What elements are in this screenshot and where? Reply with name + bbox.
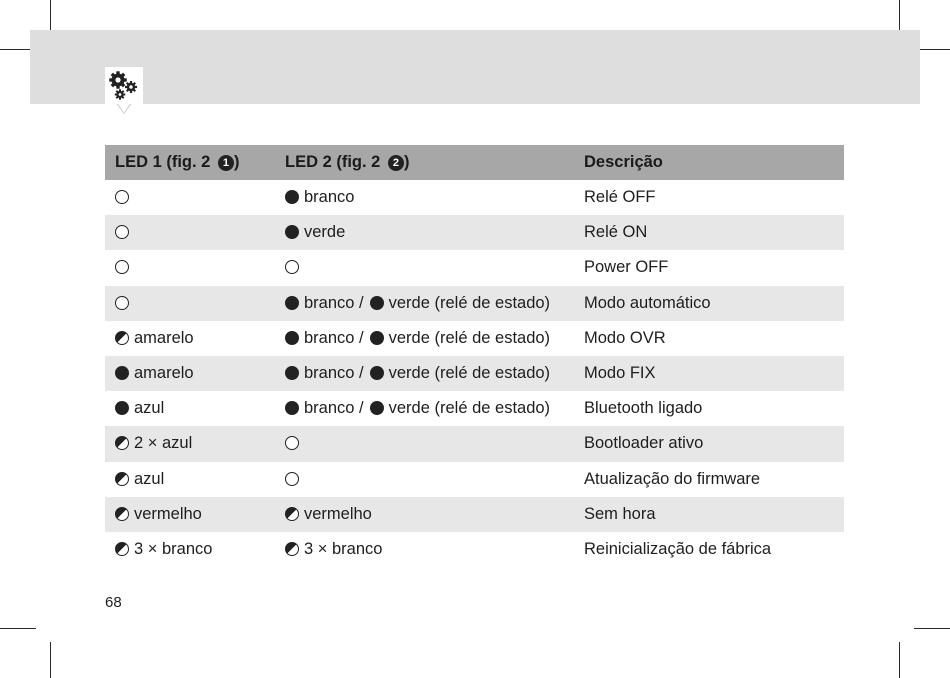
led-on-icon (285, 190, 299, 204)
icon-pointer (118, 104, 130, 113)
description-cell: Bootloader ativo (574, 426, 844, 461)
gears-icon (108, 70, 140, 101)
led-off-icon (285, 472, 299, 486)
description-cell: Relé OFF (584, 188, 656, 207)
led-on-icon (115, 366, 129, 380)
led2-cell (275, 462, 574, 497)
header-description: Descrição (574, 145, 844, 180)
led1-cell (105, 250, 275, 285)
description-cell: Atualização do firmware (584, 469, 761, 488)
header-band (30, 30, 920, 104)
led2-cell: branco / verde (relé de estado) (275, 321, 574, 356)
header-led2: LED 2 (fig. 2 2 ) (275, 145, 574, 180)
description-cell: Bluetooth ligado (584, 399, 703, 418)
led-off-icon (285, 260, 299, 274)
table-row (105, 497, 844, 532)
led1-cell (105, 180, 275, 215)
led2-cell: vermelho (275, 497, 574, 532)
page-number: 68 (105, 594, 122, 611)
table-row (105, 250, 844, 285)
led-on-icon (285, 401, 299, 415)
description-cell: Power OFF (584, 258, 669, 277)
led-blinking-icon (285, 542, 299, 556)
led1-cell: azul (105, 391, 275, 426)
led-on-icon (370, 401, 384, 415)
led1-cell (105, 286, 275, 321)
crop-mark (50, 642, 51, 678)
led1-cell (105, 215, 275, 250)
led-on-icon (285, 331, 299, 345)
led2-cell: branco / verde (relé de estado) (275, 286, 574, 321)
number-1-icon: 1 (218, 155, 234, 171)
led-on-icon (285, 296, 299, 310)
table-row (105, 180, 844, 215)
led2-cell (275, 250, 574, 285)
led2-cell: branco / verde (relé de estado) (275, 391, 574, 426)
crop-mark (0, 628, 36, 629)
led-blinking-icon (115, 507, 129, 521)
led-on-icon (285, 225, 299, 239)
table-row (105, 215, 844, 250)
crop-mark (914, 628, 950, 629)
led-on-icon (370, 296, 384, 310)
description-cell: Modo FIX (574, 356, 844, 391)
led-off-icon (115, 225, 129, 239)
settings-icon-box (105, 67, 143, 104)
table-header-row (105, 145, 844, 180)
led-blinking-icon (115, 542, 129, 556)
led-on-icon (370, 331, 384, 345)
led-on-icon (115, 401, 129, 415)
description-cell: Modo OVR (584, 328, 666, 347)
led-off-icon (115, 260, 129, 274)
table-row (105, 391, 844, 426)
led1-cell: amarelo (105, 321, 275, 356)
led-blinking-icon (115, 331, 129, 345)
led1-cell: amarelo (105, 356, 275, 391)
led1-cell: 3 × branco (105, 532, 275, 567)
led2-cell: branco (275, 180, 574, 215)
led2-cell: 3 × branco (275, 532, 574, 567)
table-row (105, 321, 844, 356)
description-cell: Sem hora (574, 497, 844, 532)
led-on-icon (370, 366, 384, 380)
description-cell: Relé ON (574, 215, 844, 250)
led-status-table (105, 145, 844, 567)
led2-cell: branco / verde (relé de estado) (275, 356, 574, 391)
led1-cell: 2 × azul (105, 426, 275, 461)
led1-cell: azul (105, 462, 275, 497)
description-cell: Modo automático (574, 286, 844, 321)
led-blinking-icon (115, 472, 129, 486)
table-row (105, 356, 844, 391)
led-blinking-icon (285, 507, 299, 521)
led1-cell: vermelho (105, 497, 275, 532)
table-row (105, 532, 844, 567)
number-2-icon: 2 (388, 155, 404, 171)
table-row (105, 286, 844, 321)
led2-cell: verde (275, 215, 574, 250)
led-on-icon (285, 366, 299, 380)
table-row (105, 426, 844, 461)
led-off-icon (115, 296, 129, 310)
led2-cell (275, 426, 574, 461)
led-off-icon (115, 190, 129, 204)
header-led1: LED 1 (fig. 2 1 ) (105, 145, 275, 180)
table-row (105, 462, 844, 497)
description-cell: Reinicialização de fábrica (584, 539, 772, 558)
crop-mark (899, 642, 900, 678)
led-blinking-icon (115, 436, 129, 450)
led-off-icon (285, 436, 299, 450)
